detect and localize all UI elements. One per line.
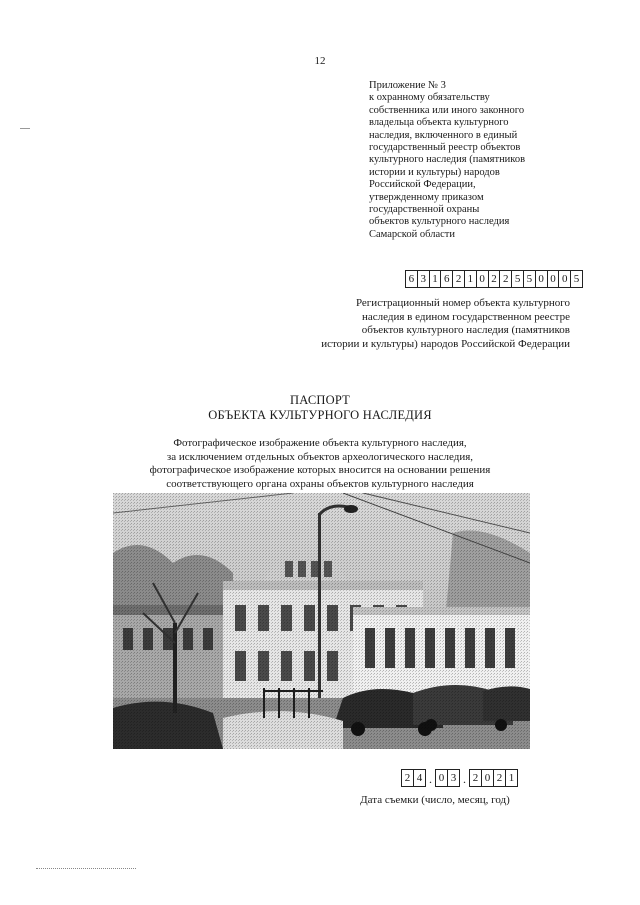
date-separator: .: [463, 772, 466, 786]
appendix-line: наследия, включенного в единый: [369, 129, 518, 141]
passport-title: [0, 393, 640, 423]
appendix-line: владельца объекта культурного: [369, 117, 509, 129]
date-digit-cell: 0: [481, 770, 493, 786]
appendix-line: утвержденному приказом: [369, 191, 484, 203]
registration-caption: [250, 297, 570, 351]
passport-subtitle: [0, 437, 640, 491]
reg-digit-cell: 6: [408, 273, 415, 285]
appendix-line: Российской Федерации,: [369, 179, 476, 191]
date-digit-cell: 2: [472, 772, 479, 784]
subtitle-line: Фотографическое изображение объекта культурного наследия,: [173, 437, 467, 449]
reg-digit-cell: 1: [429, 271, 441, 287]
photo-date-cells: [401, 769, 518, 787]
reg-caption-line: объектов культурного наследия (памятников: [361, 324, 570, 336]
date-digit-cell: 4: [413, 770, 425, 786]
reg-digit-cell: 0: [547, 271, 559, 287]
registration-number-cells: [405, 270, 583, 288]
reg-digit-cell: 5: [511, 271, 523, 287]
appendix-line: истории и культуры) народов: [369, 166, 500, 178]
reg-digit-cell: 6: [440, 271, 452, 287]
appendix-line: государственной охраны: [369, 204, 480, 216]
reg-digit-cell: 0: [535, 271, 547, 287]
date-digit-cell: 1: [505, 770, 517, 786]
reg-digit-cell: 5: [570, 271, 582, 287]
date-digit-cell: 3: [447, 770, 459, 786]
appendix-line: государственный реестр объектов: [369, 142, 521, 154]
subtitle-line: за исключением отдельных объектов археологического наследия,: [166, 450, 474, 463]
appendix-line: собственника или иного законного: [369, 104, 525, 116]
appendix-line: объектов культурного наследия: [369, 216, 510, 228]
reg-digit-cell: 2: [499, 271, 511, 287]
date-year-group: [469, 769, 518, 787]
subtitle-line: соответствующего органа охраны объектов культурного наследия: [166, 477, 474, 490]
reg-digit-cell: 5: [523, 271, 535, 287]
date-digit-cell: 2: [404, 772, 411, 784]
title-line: ОБЪЕКТА КУЛЬТУРНОГО НАСЛЕДИЯ: [208, 408, 432, 422]
date-day-group: [401, 769, 426, 787]
date-digit-cell: 0: [438, 772, 445, 784]
appendix-line: культурного наследия (памятников: [369, 154, 526, 166]
page-number: 12: [314, 55, 326, 67]
appendix-line: Самарской области: [369, 228, 455, 240]
reg-digit-cell: 0: [476, 271, 488, 287]
reg-digit-cell: 2: [452, 271, 464, 287]
appendix-line: к охранному обязательству: [369, 92, 490, 104]
building-photo-illustration: [113, 493, 530, 749]
reg-digit-cell: 3: [417, 271, 429, 287]
subtitle-line: фотографическое изображение которых вносится на основании решения: [149, 464, 491, 476]
photo-date-caption: Дата съемки (число, месяц, год): [360, 794, 510, 806]
reg-caption-line: истории и культуры) народов Российской Федерации: [321, 337, 570, 350]
title-line: ПАСПОРТ: [290, 393, 350, 407]
appendix-note: [369, 80, 599, 241]
date-digit-cell: 2: [493, 770, 505, 786]
date-month-group: [435, 769, 460, 787]
reg-digit-cell: 2: [488, 271, 500, 287]
reg-digit-cell: 0: [558, 271, 570, 287]
building-photo: [113, 493, 530, 749]
date-separator: .: [429, 772, 432, 786]
scan-artifact: [20, 128, 30, 129]
reg-digit-cell: 1: [464, 271, 476, 287]
reg-caption-line: Регистрационный номер объекта культурного: [355, 297, 570, 309]
scan-artifact: [36, 868, 136, 870]
appendix-line: Приложение № 3: [369, 80, 446, 91]
reg-caption-line: наследия в едином государственном реестре: [362, 310, 570, 323]
